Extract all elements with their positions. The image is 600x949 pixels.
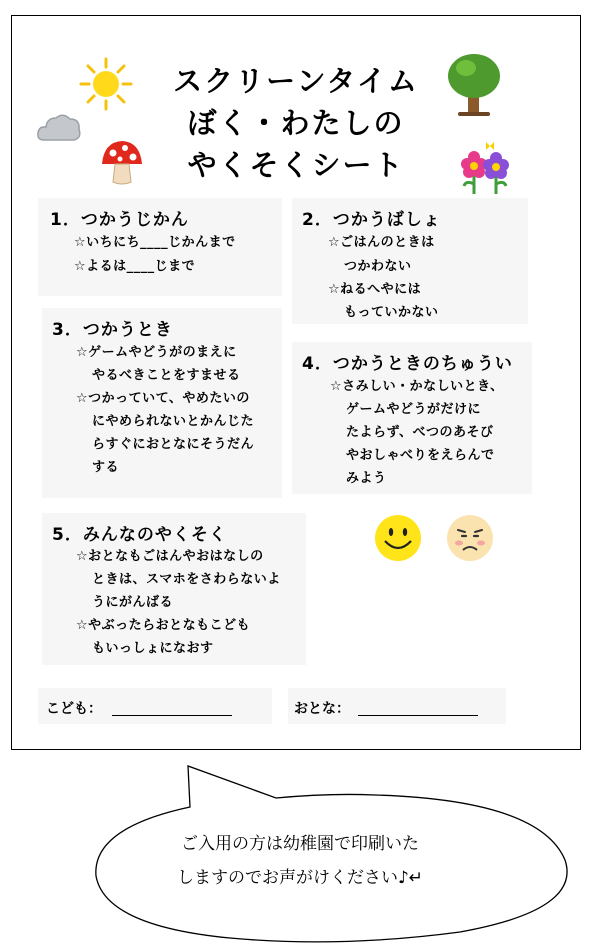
smiley-icon [372, 513, 424, 563]
section-1-line: ☆いちにち____じかんまで [74, 235, 236, 250]
section-5-line: ☆おとなもごはんやおはなしの [76, 549, 264, 564]
section-2-line: つかわない [344, 259, 412, 274]
section-4-heading: 4．つかうときのちゅうい [302, 354, 513, 374]
section-4-line: たよらず、べつのあそび [346, 425, 494, 440]
bubble-line-2: しますのでお声がけください♪↵ [176, 868, 424, 888]
section-3-line: らすぐにおとなにそうだん [92, 437, 255, 452]
section-2-line: ☆ごはんのときは [328, 235, 435, 250]
section-5-line: ☆やぶったらおとなもこども [76, 618, 251, 633]
adult-signature-line[interactable] [358, 715, 478, 716]
sad-face-icon [444, 513, 496, 563]
section-5-line: うにがんばる [92, 595, 174, 610]
section-2-line: ☆ねるへやには [328, 282, 422, 297]
child-signature-line[interactable] [112, 715, 232, 716]
section-1-heading: 1．つかうじかん [50, 210, 189, 230]
section-3-line: やるべきことをすませる [92, 368, 241, 383]
section-2-line: もっていかない [344, 305, 439, 320]
section-3-line: ☆ゲームやどうがのまえに [76, 345, 237, 360]
section-2-heading: 2．つかうばしょ [302, 210, 441, 230]
child-signature-label: こども： [46, 701, 102, 717]
bubble-line-1: ご入用の方は幼稚園で印刷いた [181, 834, 419, 854]
section-5-line: ときは、スマホをさわらないよ [92, 572, 281, 587]
title-line-1: スクリーンタイム [173, 64, 419, 98]
section-3-line: ☆つかっていて、やめたいの [76, 391, 250, 406]
promise-sheet [11, 15, 581, 750]
section-3-heading: 3．つかうとき [52, 320, 173, 340]
adult-signature-label: おとな： [294, 701, 350, 717]
section-4-line: やおしゃべりをえらんで [346, 448, 495, 463]
section-4-line: みよう [346, 471, 387, 486]
section-3-line: にやめられないとかんじた [92, 414, 255, 429]
section-4-line: ゲームやどうがだけに [346, 402, 482, 417]
title-line-2: ぼく・わたしの [187, 106, 405, 140]
section-4-line: ☆さみしい・かなしいとき、 [330, 379, 504, 394]
section-5-line: もいっしょになおす [92, 641, 214, 656]
section-3-line: する [92, 460, 120, 475]
section-1-line: ☆よるは____じまで [74, 259, 196, 274]
title-line-3: やくそくシート [187, 148, 405, 182]
section-5-heading: 5．みんなのやくそく [52, 525, 227, 545]
sheet-title [12, 60, 580, 186]
